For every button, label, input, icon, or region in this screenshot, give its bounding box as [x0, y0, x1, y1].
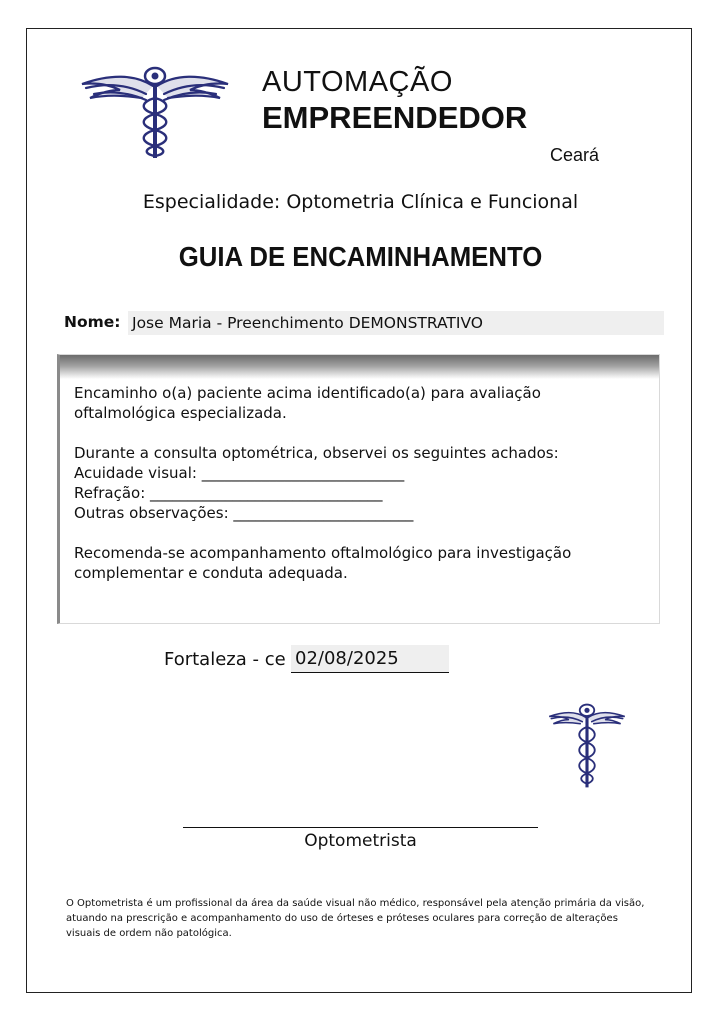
recommendation-line-2: complementar e conduta adequada.	[74, 564, 348, 582]
place-label: Fortaleza - ce	[164, 649, 286, 670]
recommendation-line-1: Recomenda-se acompanhamento oftalmológico para investigação	[74, 544, 572, 562]
specialty-line: Especialidade: Optometria Clínica e Funcional	[142, 191, 579, 213]
footer-line-3: visuais de ordem não patológica.	[66, 928, 232, 939]
signature-label: Optometrista	[304, 831, 417, 851]
caduceus-icon	[80, 64, 230, 162]
intro-line-2: oftalmológica especializada.	[74, 404, 287, 422]
footer-note	[66, 896, 666, 941]
caduceus-small-icon	[548, 702, 626, 790]
footer-line-2: atuando na prescrição e acompanhamento do uso de órteses e próteses oculares para correção de alterações	[66, 913, 618, 924]
document-title: GUIA DE ENCAMINHAMENTO	[178, 241, 543, 272]
other-notes-field[interactable]: Outras observações: ________________________	[74, 504, 414, 522]
name-label: Nome:	[64, 313, 121, 331]
referral-box-header-bar	[60, 355, 659, 379]
name-field[interactable]: Jose Maria - Preenchimento DEMONSTRATIVO	[128, 311, 664, 335]
referral-text	[74, 383, 654, 583]
findings-intro: Durante a consulta optométrica, observei os seguintes achados:	[74, 444, 559, 462]
refraction-field[interactable]: Refração: _______________________________	[74, 484, 383, 502]
referral-box	[57, 354, 660, 624]
brand-line-2: EMPREENDEDOR	[262, 100, 528, 135]
signature-line	[183, 827, 538, 828]
footer-line-1: O Optometrista é um profissional da área da saúde visual não médico, responsável pela atenção primária da visão,	[66, 898, 645, 909]
brand-line-1: AUTOMAÇÃO	[262, 66, 453, 98]
date-field[interactable]: 02/08/2025	[291, 645, 449, 673]
intro-line-1: Encaminho o(a) paciente acima identificado(a) para avaliação	[74, 384, 541, 402]
acuity-field[interactable]: Acuidade visual: ___________________________	[74, 464, 405, 482]
state-label: Ceará	[550, 145, 600, 165]
patient-name-row	[64, 311, 664, 335]
